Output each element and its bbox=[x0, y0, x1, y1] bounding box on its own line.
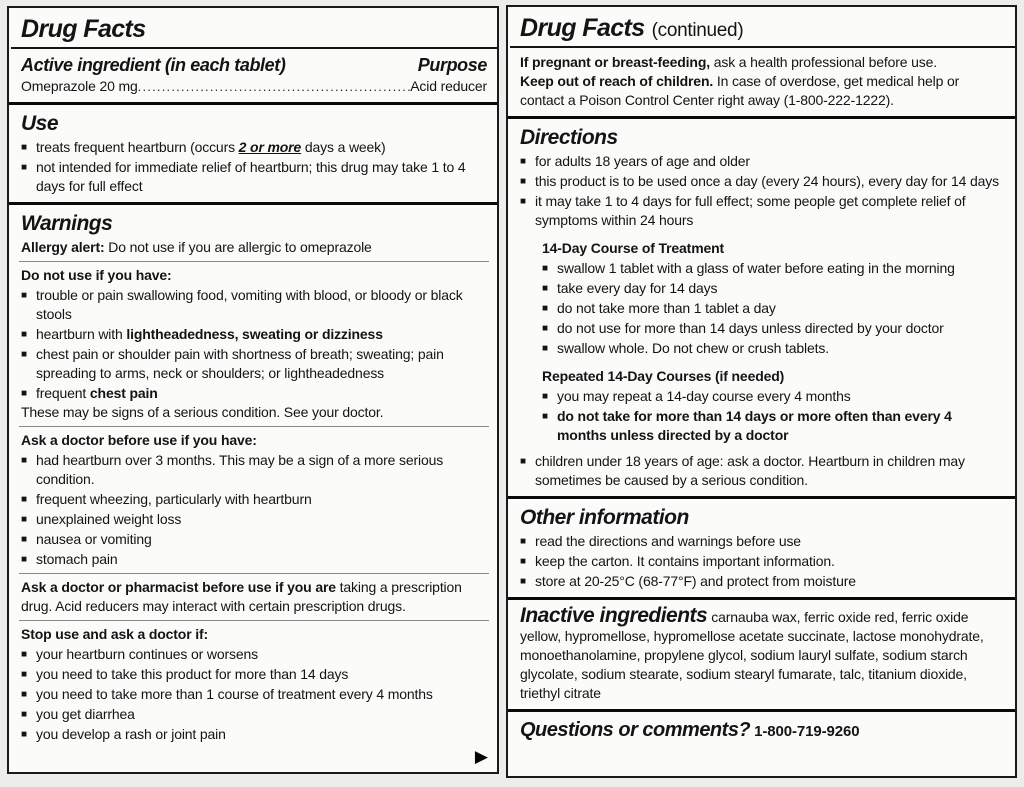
directions-bullet bbox=[520, 192, 1005, 230]
bullet-square-icon: ■ bbox=[520, 176, 526, 187]
do-not-use-bullet-list bbox=[21, 286, 487, 403]
subsection-divider bbox=[19, 261, 489, 262]
bullet-text: read the directions and warnings before use bbox=[535, 533, 801, 549]
bullet-square-icon: ■ bbox=[21, 290, 27, 301]
stop-use-bullet bbox=[21, 725, 487, 744]
directions-bullet-list bbox=[520, 152, 1005, 230]
purpose-value: Acid reducer bbox=[410, 78, 487, 94]
course-bullet bbox=[542, 279, 1005, 298]
course-bullet bbox=[542, 259, 1005, 278]
bullet-square-icon: ■ bbox=[520, 556, 526, 567]
use-bullet-list bbox=[21, 138, 487, 196]
bullet-square-icon: ■ bbox=[21, 554, 27, 565]
warning-bullet bbox=[21, 325, 487, 344]
bullet-square-icon: ■ bbox=[21, 142, 27, 153]
bullet-text: for adults 18 years of age and older bbox=[535, 153, 750, 169]
bullet-text: do not take for more than 14 days or more often than every 4 months unless directed by a doctor bbox=[557, 408, 952, 443]
purpose-heading: Purpose bbox=[417, 55, 487, 75]
stop-use-heading: Stop use and ask a doctor if: bbox=[21, 626, 209, 642]
use-bullet bbox=[21, 138, 487, 157]
bullet-text: swallow whole. Do not chew or crush tablets. bbox=[557, 340, 829, 356]
bullet-text: your heartburn continues or worsens bbox=[36, 646, 258, 662]
questions-heading: Questions or comments? bbox=[520, 719, 751, 741]
use-heading: Use bbox=[21, 112, 59, 135]
bullet-text: nausea or vomiting bbox=[36, 531, 152, 547]
bullet-square-icon: ■ bbox=[21, 329, 27, 340]
bullet-square-icon: ■ bbox=[21, 729, 27, 740]
allergy-alert-line: Allergy alert: Do not use if you are allergic to omeprazole bbox=[21, 239, 372, 255]
section-divider bbox=[508, 496, 1017, 499]
warnings-heading: Warnings bbox=[21, 212, 113, 235]
continued-label: (continued) bbox=[651, 20, 744, 41]
bullet-square-icon: ■ bbox=[520, 456, 526, 467]
stop-use-bullet bbox=[21, 705, 487, 724]
ask-doctor-bullet-list bbox=[21, 451, 487, 569]
directions-bullet bbox=[520, 152, 1005, 171]
other-info-bullet bbox=[520, 572, 1005, 591]
ask-doctor-bullet bbox=[21, 451, 487, 489]
subsection-divider bbox=[19, 620, 489, 621]
bullet-square-icon: ■ bbox=[542, 343, 548, 354]
other-info-bullet bbox=[520, 532, 1005, 551]
bullet-square-icon: ■ bbox=[520, 196, 526, 207]
keep-out-paragraph: Keep out of reach of children. In case of overdose, get medical help or contact a Poison Control Center right away (1-800-222-1222). bbox=[520, 73, 960, 108]
bullet-text: children under 18 years of age: ask a doctor. Heartburn in children may sometimes be caused by a serious condition. bbox=[535, 453, 965, 488]
bullet-square-icon: ■ bbox=[21, 534, 27, 545]
title-underline bbox=[11, 47, 497, 49]
left-panel bbox=[7, 6, 499, 774]
bullet-text: do not use for more than 14 days unless directed by your doctor bbox=[557, 320, 944, 336]
active-ingredient-name: Omeprazole 20 mg bbox=[21, 78, 138, 94]
bullet-text: it may take 1 to 4 days for full effect; some people get complete relief of symptoms within 24 hours bbox=[535, 193, 966, 228]
bullet-text: store at 20-25°C (68-77°F) and protect from moisture bbox=[535, 573, 856, 589]
bullet-text: do not take more than 1 tablet a day bbox=[557, 300, 776, 316]
bullet-square-icon: ■ bbox=[542, 411, 548, 422]
repeated-bullet bbox=[542, 387, 1005, 406]
bullet-text: not intended for immediate relief of heartburn; this drug may take 1 to 4 days for full effect bbox=[36, 159, 466, 194]
other-info-bullet bbox=[520, 552, 1005, 571]
bullet-text: chest pain or shoulder pain with shortness of breath; sweating; pain spreading to arms, neck or shoulders; or lightheadedness bbox=[36, 346, 444, 381]
bullet-text: you may repeat a 14-day course every 4 months bbox=[557, 388, 851, 404]
bullet-text: take every day for 14 days bbox=[557, 280, 718, 296]
section-divider bbox=[508, 709, 1017, 712]
bullet-square-icon: ■ bbox=[542, 283, 548, 294]
bullet-square-icon: ■ bbox=[21, 349, 27, 360]
ask-doctor-bullet bbox=[21, 550, 487, 569]
bullet-square-icon: ■ bbox=[21, 689, 27, 700]
bullet-square-icon: ■ bbox=[542, 263, 548, 274]
bullet-text: had heartburn over 3 months. This may be a sign of a more serious condition. bbox=[36, 452, 444, 487]
questions-row bbox=[520, 718, 1005, 742]
bullet-text: you develop a rash or joint pain bbox=[36, 726, 226, 742]
stop-use-bullet-list bbox=[21, 645, 487, 744]
bullet-text: keep the carton. It contains important information. bbox=[535, 553, 835, 569]
active-ingredient-heading: Active ingredient (in each tablet) bbox=[21, 55, 286, 75]
bullet-square-icon: ■ bbox=[21, 649, 27, 660]
bullet-square-icon: ■ bbox=[21, 514, 27, 525]
pharmacist-paragraph: Ask a doctor or pharmacist before use if you are taking a prescription drug. Acid reducers may interact with certain prescription drugs. bbox=[21, 579, 462, 614]
bullet-text: swallow 1 tablet with a glass of water before eating in the morning bbox=[557, 260, 955, 276]
bullet-text: unexplained weight loss bbox=[36, 511, 182, 527]
repeated-bullet bbox=[542, 407, 1005, 445]
right-panel bbox=[506, 5, 1017, 778]
section-divider bbox=[9, 202, 499, 205]
bullet-square-icon: ■ bbox=[21, 162, 27, 173]
course-bullet-list bbox=[542, 259, 1005, 358]
bullet-text: trouble or pain swallowing food, vomiting with blood, or bloody or black stools bbox=[36, 287, 463, 322]
use-bullet bbox=[21, 158, 487, 196]
title-underline bbox=[510, 46, 1015, 48]
ask-doctor-bullet bbox=[21, 530, 487, 549]
active-ingredient-row bbox=[21, 77, 487, 96]
bullet-square-icon: ■ bbox=[520, 576, 526, 587]
questions-phone: 1-800-719-9260 bbox=[754, 723, 860, 740]
continue-arrow-icon: ▶ bbox=[474, 747, 488, 766]
bullet-square-icon: ■ bbox=[520, 536, 526, 547]
children-bullet bbox=[520, 452, 1005, 490]
bullet-text: you need to take more than 1 course of treatment every 4 months bbox=[36, 686, 433, 702]
inactive-ingredients-text: carnauba wax, ferric oxide red, ferric oxide yellow, hypromellose, hypromellose acetate succinate, lactose monohydrate, monoethanolamine, propylene glycol, sodium lauryl sulfate, sodium starch glycolate, sodium stearate, sodium stearyl fumarate, talc, titanium dioxide, triethyl citrate bbox=[520, 609, 984, 701]
bullet-square-icon: ■ bbox=[542, 323, 548, 334]
bullet-text: stomach pain bbox=[36, 551, 118, 567]
do-not-use-heading: Do not use if you have: bbox=[21, 267, 172, 283]
repeated-heading: Repeated 14-Day Courses (if needed) bbox=[542, 368, 785, 384]
section-divider bbox=[9, 102, 499, 105]
section-divider bbox=[508, 597, 1017, 600]
pregnancy-paragraph: If pregnant or breast-feeding, ask a health professional before use. bbox=[520, 54, 937, 70]
course-bullet bbox=[542, 319, 1005, 338]
active-ingredient-heading-row bbox=[21, 54, 487, 77]
subsection-divider bbox=[19, 573, 489, 574]
children-bullet-list bbox=[520, 452, 1005, 490]
bullet-square-icon: ■ bbox=[21, 709, 27, 720]
bullet-square-icon: ■ bbox=[21, 494, 27, 505]
bullet-square-icon: ■ bbox=[21, 455, 27, 466]
stop-use-bullet bbox=[21, 665, 487, 684]
course-heading: 14-Day Course of Treatment bbox=[542, 240, 725, 256]
directions-heading: Directions bbox=[520, 126, 618, 149]
bullet-square-icon: ■ bbox=[21, 388, 27, 399]
warning-bullet bbox=[21, 384, 487, 403]
ask-doctor-bullet bbox=[21, 510, 487, 529]
serious-condition-note: These may be signs of a serious condition. See your doctor. bbox=[21, 404, 384, 420]
bullet-text: frequent chest pain bbox=[36, 385, 158, 401]
stop-use-bullet bbox=[21, 645, 487, 664]
course-bullet bbox=[542, 299, 1005, 318]
stop-use-bullet bbox=[21, 685, 487, 704]
warning-bullet bbox=[21, 345, 487, 383]
course-bullet bbox=[542, 339, 1005, 358]
other-info-bullet-list bbox=[520, 532, 1005, 591]
bullet-text: you need to take this product for more than 14 days bbox=[36, 666, 349, 682]
warning-bullet bbox=[21, 286, 487, 324]
bullet-square-icon: ■ bbox=[21, 669, 27, 680]
section-divider bbox=[508, 116, 1017, 119]
dot-leader bbox=[138, 77, 411, 96]
drug-facts-title: Drug Facts bbox=[520, 14, 645, 42]
bullet-square-icon: ■ bbox=[542, 391, 548, 402]
inactive-ingredients-paragraph bbox=[520, 606, 1005, 703]
ask-doctor-bullet bbox=[21, 490, 487, 509]
bullet-text: frequent wheezing, particularly with heartburn bbox=[36, 491, 312, 507]
repeated-bullet-list bbox=[542, 387, 1005, 445]
bullet-text: this product is to be used once a day (every 24 hours), every day for 14 days bbox=[535, 173, 999, 189]
bullet-square-icon: ■ bbox=[520, 156, 526, 167]
inactive-ingredients-heading: Inactive ingredients bbox=[520, 604, 708, 627]
bullet-text: heartburn with lightheadedness, sweating or dizziness bbox=[36, 326, 383, 342]
bullet-text: you get diarrhea bbox=[36, 706, 135, 722]
bullet-text: treats frequent heartburn (occurs 2 or more days a week) bbox=[36, 139, 386, 155]
drug-facts-continued-title bbox=[520, 13, 1005, 43]
bullet-square-icon: ■ bbox=[542, 303, 548, 314]
directions-bullet bbox=[520, 172, 1005, 191]
subsection-divider bbox=[19, 426, 489, 427]
other-information-heading: Other information bbox=[520, 506, 689, 529]
drug-facts-title: Drug Facts bbox=[21, 15, 146, 43]
ask-doctor-heading: Ask a doctor before use if you have: bbox=[21, 432, 257, 448]
